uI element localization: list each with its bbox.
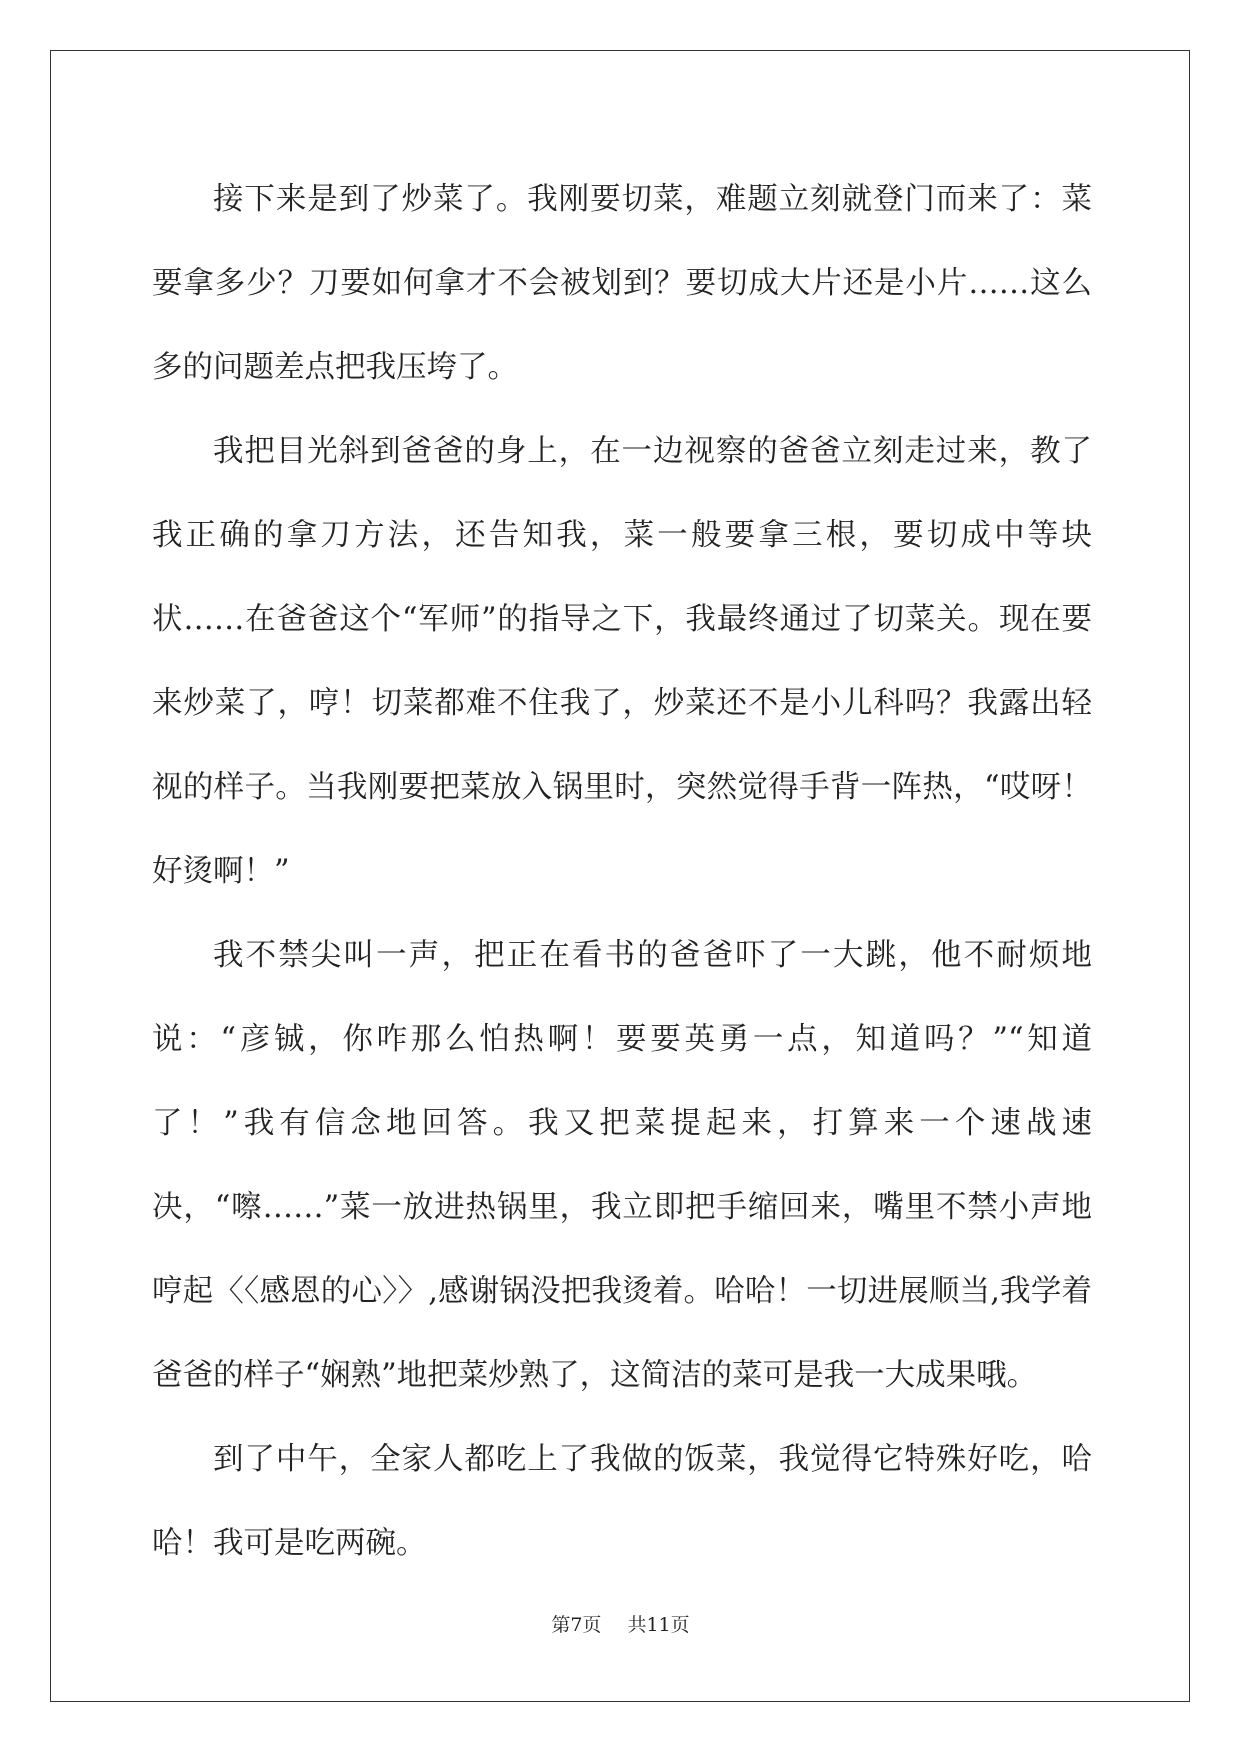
paragraph-2: 我把目光斜到爸爸的身上，在一边视察的爸爸立刻走过来，教了我正确的拿刀方法，还告知我，菜一般要拿三根，要切成中等块状……在爸爸这个“军师”的指导之下，我最终通过了切菜关。现在要来炒菜了，哼！切菜都难不住我了，炒菜还不是小儿科吗？我露出轻视的样子。当我刚要把菜放入锅里时，突然觉得手背一阵热，“哎呀！好烫啊！” bbox=[152, 434, 1092, 889]
page-number: 第7页 bbox=[551, 1614, 602, 1636]
page-total: 共11页 bbox=[627, 1614, 690, 1636]
paragraph-1: 接下来是到了炒菜了。我刚要切菜，难题立刻就登门而来了：菜要拿多少？刀要如何拿才不会被划到？要切成大片还是小片……这么多的问题差点把我压垮了。 bbox=[152, 182, 1092, 385]
paragraph-3: 我不禁尖叫一声，把正在看书的爸爸吓了一大跳，他不耐烦地说：“彦铖，你咋那么怕热啊！要要英勇一点，知道吗？”“知道了！”我有信念地回答。我又把菜提起来，打算来一个速战速决，“嚓……”菜一放进热锅里，我立即把手缩回来，嘴里不禁小声地哼起〈〈感恩的心〉〉,感谢锅没把我烫着。哈哈！一切进展顺当,我学着爸爸的样子“娴熟”地把菜炒熟了，这简洁的菜可是我一大成果哦。 bbox=[152, 938, 1092, 1393]
document-body bbox=[152, 158, 1092, 1586]
paragraph-4: 到了中午，全家人都吃上了我做的饭菜，我觉得它特殊好吃，哈哈！我可是吃两碗。 bbox=[152, 1442, 1092, 1561]
page-footer bbox=[0, 1610, 1241, 1637]
